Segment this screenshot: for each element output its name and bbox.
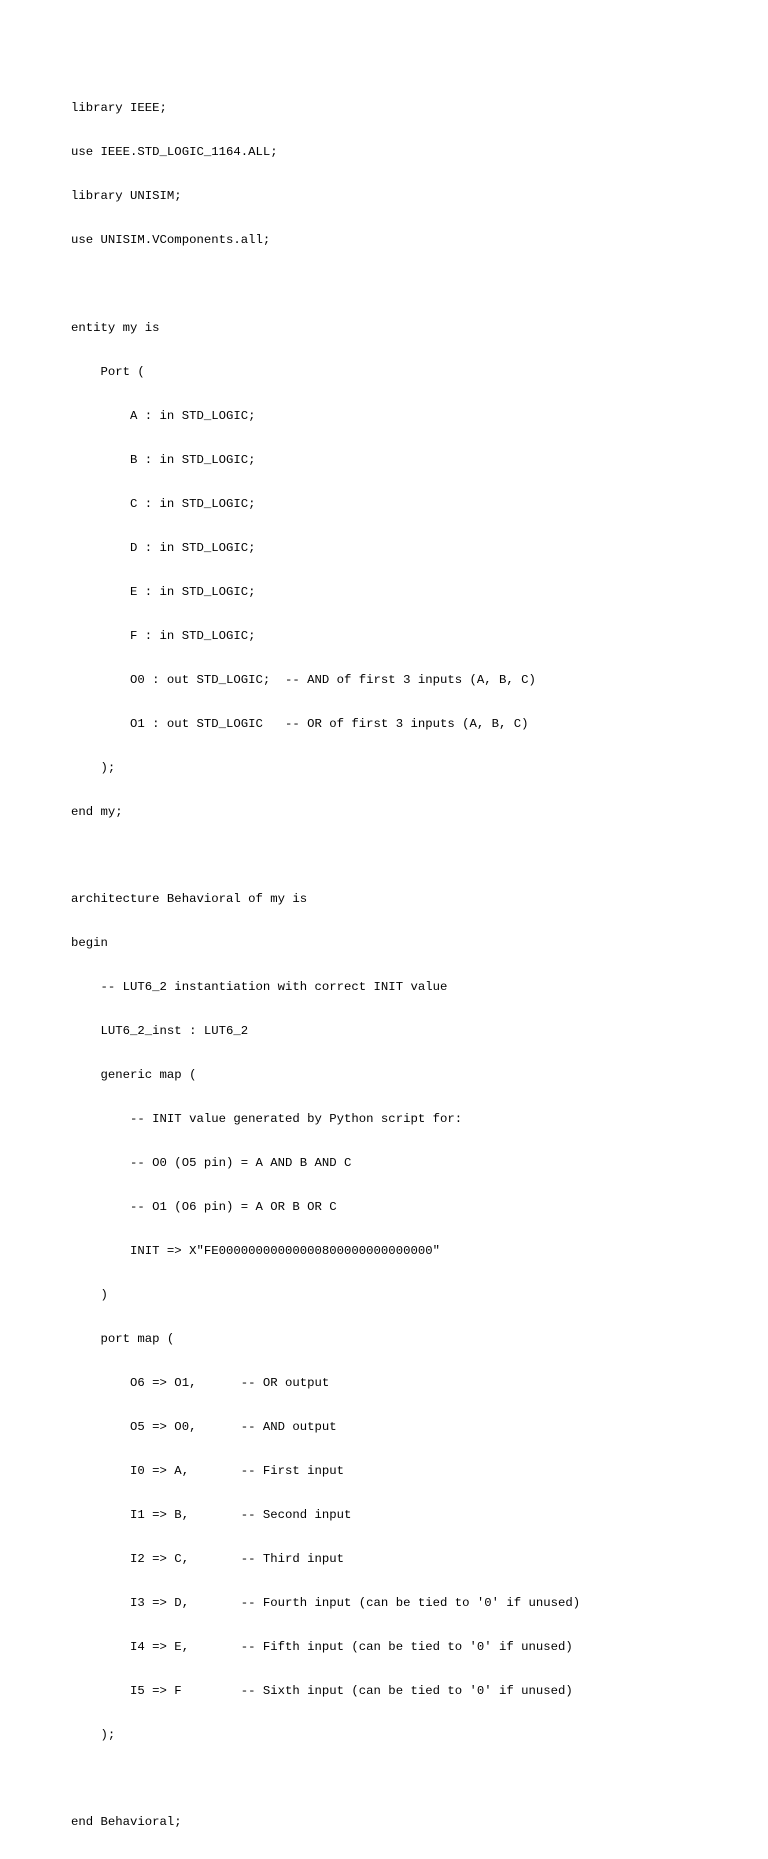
code-line: ); — [71, 1727, 116, 1742]
code-line: O1 : out STD_LOGIC -- OR of first 3 inputs (A, B, C) — [71, 716, 529, 731]
code-line: use IEEE.STD_LOGIC_1164.ALL; — [71, 145, 278, 160]
code-line: -- INIT value generated by Python script for: — [71, 1112, 463, 1127]
code-line: generic map ( — [71, 1068, 197, 1083]
code-line: end Behavioral; — [71, 1815, 182, 1830]
code-line: D : in STD_LOGIC; — [71, 540, 256, 555]
code-line: library IEEE; — [71, 101, 167, 116]
code-line: LUT6_2_inst : LUT6_2 — [71, 1024, 249, 1039]
code-line: INIT => X"FE00000000000000800000000000000" — [71, 1244, 440, 1259]
code-line: E : in STD_LOGIC; — [71, 584, 256, 599]
code-line: ); — [71, 760, 116, 775]
code-line — [71, 277, 580, 292]
code-line: A : in STD_LOGIC; — [71, 408, 256, 423]
code-line — [71, 849, 580, 864]
code-line: use UNISIM.VComponents.all; — [71, 233, 271, 248]
code-line: Port ( — [71, 365, 145, 380]
code-line: I2 => C, -- Third input — [71, 1551, 345, 1566]
code-line: entity my is — [71, 321, 160, 336]
code-line: library UNISIM; — [71, 189, 182, 204]
code-line: I1 => B, -- Second input — [71, 1507, 352, 1522]
code-line: -- O0 (O5 pin) = A AND B AND C — [71, 1156, 352, 1171]
code-line: end my; — [71, 804, 123, 819]
code-line: I5 => F -- Sixth input (can be tied to '0' if unused) — [71, 1683, 573, 1698]
code-line — [71, 1772, 580, 1787]
code-line: I4 => E, -- Fifth input (can be tied to '0' if unused) — [71, 1639, 573, 1654]
code-line: B : in STD_LOGIC; — [71, 452, 256, 467]
vhdl-code-block — [71, 72, 580, 1859]
code-line: ) — [71, 1288, 108, 1303]
code-line: port map ( — [71, 1332, 175, 1346]
code-line: F : in STD_LOGIC; — [71, 628, 256, 643]
code-line: -- O1 (O6 pin) = A OR B OR C — [71, 1200, 337, 1215]
code-line: O5 => O0, -- AND output — [71, 1419, 337, 1434]
code-line: -- LUT6_2 instantiation with correct INIT value — [71, 980, 448, 995]
code-line: begin — [71, 936, 108, 951]
code-line: I3 => D, -- Fourth input (can be tied to '0' if unused) — [71, 1595, 581, 1610]
code-line: O6 => O1, -- OR output — [71, 1375, 330, 1390]
code-line: architecture Behavioral of my is — [71, 892, 308, 907]
code-line: C : in STD_LOGIC; — [71, 496, 256, 511]
code-line: I0 => A, -- First input — [71, 1463, 345, 1478]
code-line: O0 : out STD_LOGIC; -- AND of first 3 inputs (A, B, C) — [71, 672, 536, 687]
